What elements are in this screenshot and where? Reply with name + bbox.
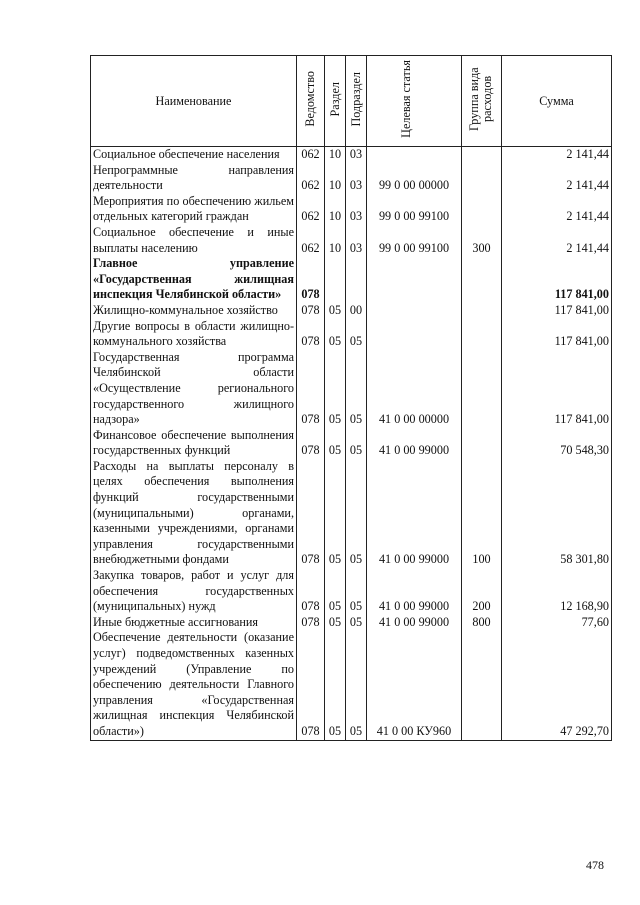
header-row — [91, 56, 612, 147]
row-dept: 062 — [297, 147, 325, 163]
row-section: 05 — [325, 568, 346, 615]
row-name: Закупка товаров, работ и услуг для обеспечения государственных (муниципальных) нужд — [91, 568, 297, 615]
row-name: Мероприятия по обеспечению жильем отдельных категорий граждан — [91, 194, 297, 225]
row-dept: 062 — [297, 225, 325, 256]
table-row — [91, 350, 612, 428]
row-section: 10 — [325, 225, 346, 256]
row-dept: 078 — [297, 303, 325, 319]
row-section: 10 — [325, 147, 346, 163]
row-section: 05 — [325, 350, 346, 428]
row-section: 05 — [325, 319, 346, 350]
table-row — [91, 428, 612, 459]
row-sum: 2 141,44 — [502, 163, 612, 194]
row-target: 41 0 00 99000 — [367, 615, 462, 631]
table-row — [91, 459, 612, 568]
row-target: 41 0 00 99000 — [367, 428, 462, 459]
row-group: 100 — [462, 459, 502, 568]
row-section: 05 — [325, 630, 346, 740]
row-sum: 117 841,00 — [502, 256, 612, 303]
table-row — [91, 319, 612, 350]
row-sum: 2 141,44 — [502, 194, 612, 225]
row-subsection: 05 — [346, 630, 367, 740]
row-target: 41 0 00 КУ960 — [367, 630, 462, 740]
row-group — [462, 163, 502, 194]
row-subsection: 05 — [346, 459, 367, 568]
row-dept: 078 — [297, 350, 325, 428]
row-sum: 47 292,70 — [502, 630, 612, 740]
table-row — [91, 615, 612, 631]
row-target: 41 0 00 00000 — [367, 350, 462, 428]
row-sum: 12 168,90 — [502, 568, 612, 615]
row-section: 10 — [325, 194, 346, 225]
row-name: Финансовое обеспечение выполнения государственных функций — [91, 428, 297, 459]
row-name: Другие вопросы в области жилищно-коммунального хозяйства — [91, 319, 297, 350]
row-dept: 078 — [297, 459, 325, 568]
row-section: 05 — [325, 428, 346, 459]
row-target — [367, 319, 462, 350]
header-expense-group: Группа вида расходов — [462, 56, 502, 147]
row-section: 05 — [325, 459, 346, 568]
table-row — [91, 194, 612, 225]
row-sum: 77,60 — [502, 615, 612, 631]
budget-table — [90, 55, 612, 741]
row-dept: 078 — [297, 428, 325, 459]
row-target: 41 0 00 99000 — [367, 459, 462, 568]
row-group: 200 — [462, 568, 502, 615]
row-subsection: 00 — [346, 303, 367, 319]
row-name: Социальное обеспечение и иные выплаты населению — [91, 225, 297, 256]
header-name: Наименование — [91, 56, 297, 147]
table-row — [91, 568, 612, 615]
row-section — [325, 256, 346, 303]
row-target: 41 0 00 99000 — [367, 568, 462, 615]
row-subsection: 03 — [346, 147, 367, 163]
row-subsection: 03 — [346, 225, 367, 256]
row-dept: 078 — [297, 319, 325, 350]
header-target: Целевая статья — [367, 56, 462, 147]
row-section: 05 — [325, 303, 346, 319]
row-subsection: 05 — [346, 350, 367, 428]
row-sum: 2 141,44 — [502, 225, 612, 256]
row-subsection: 05 — [346, 568, 367, 615]
row-group — [462, 256, 502, 303]
row-subsection: 03 — [346, 163, 367, 194]
row-group — [462, 303, 502, 319]
row-name: Главное управление «Государственная жилищная инспекция Челябинской области» — [91, 256, 297, 303]
row-dept: 078 — [297, 630, 325, 740]
row-dept: 062 — [297, 163, 325, 194]
row-subsection: 03 — [346, 194, 367, 225]
row-dept: 078 — [297, 568, 325, 615]
row-group — [462, 147, 502, 163]
row-subsection: 05 — [346, 615, 367, 631]
row-subsection: 05 — [346, 319, 367, 350]
row-subsection — [346, 256, 367, 303]
row-group — [462, 630, 502, 740]
header-subsection: Подраздел — [346, 56, 367, 147]
row-group — [462, 319, 502, 350]
row-sum: 117 841,00 — [502, 350, 612, 428]
row-subsection: 05 — [346, 428, 367, 459]
row-name: Государственная программа Челябинской области «Осуществление регионального государственного жилищного надзора» — [91, 350, 297, 428]
table-row — [91, 256, 612, 303]
table-row — [91, 303, 612, 319]
row-name: Иные бюджетные ассигнования — [91, 615, 297, 631]
row-name: Жилищно-коммунальное хозяйство — [91, 303, 297, 319]
row-target — [367, 303, 462, 319]
row-name: Непрограммные направления деятельности — [91, 163, 297, 194]
header-section: Раздел — [325, 56, 346, 147]
row-group: 300 — [462, 225, 502, 256]
row-target: 99 0 00 00000 — [367, 163, 462, 194]
row-sum: 2 141,44 — [502, 147, 612, 163]
table-row — [91, 225, 612, 256]
row-section: 10 — [325, 163, 346, 194]
row-target — [367, 147, 462, 163]
row-sum: 117 841,00 — [502, 303, 612, 319]
page-number: 478 — [586, 858, 604, 872]
header-sum: Сумма — [502, 56, 612, 147]
row-name: Расходы на выплаты персоналу в целях обеспечения выполнения функций государственными (муниципальными) органами, казенными учреждениями, органами управления государственными внебюджетными фондами — [91, 459, 297, 568]
row-target — [367, 256, 462, 303]
row-sum: 58 301,80 — [502, 459, 612, 568]
row-name: Обеспечение деятельности (оказание услуг) подведомственных казенных учреждений (Управление по обеспечению деятельности Главного управления «Государственная жилищная инспекция Челябинской области») — [91, 630, 297, 740]
row-name: Социальное обеспечение населения — [91, 147, 297, 163]
row-section: 05 — [325, 615, 346, 631]
table-row — [91, 630, 612, 740]
row-group — [462, 350, 502, 428]
row-group — [462, 428, 502, 459]
row-sum: 117 841,00 — [502, 319, 612, 350]
table-row — [91, 163, 612, 194]
row-dept: 062 — [297, 194, 325, 225]
row-target: 99 0 00 99100 — [367, 194, 462, 225]
row-group — [462, 194, 502, 225]
row-dept: 078 — [297, 256, 325, 303]
row-dept: 078 — [297, 615, 325, 631]
row-group: 800 — [462, 615, 502, 631]
row-target: 99 0 00 99100 — [367, 225, 462, 256]
table-row — [91, 147, 612, 163]
row-sum: 70 548,30 — [502, 428, 612, 459]
header-dept: Ведомство — [297, 56, 325, 147]
